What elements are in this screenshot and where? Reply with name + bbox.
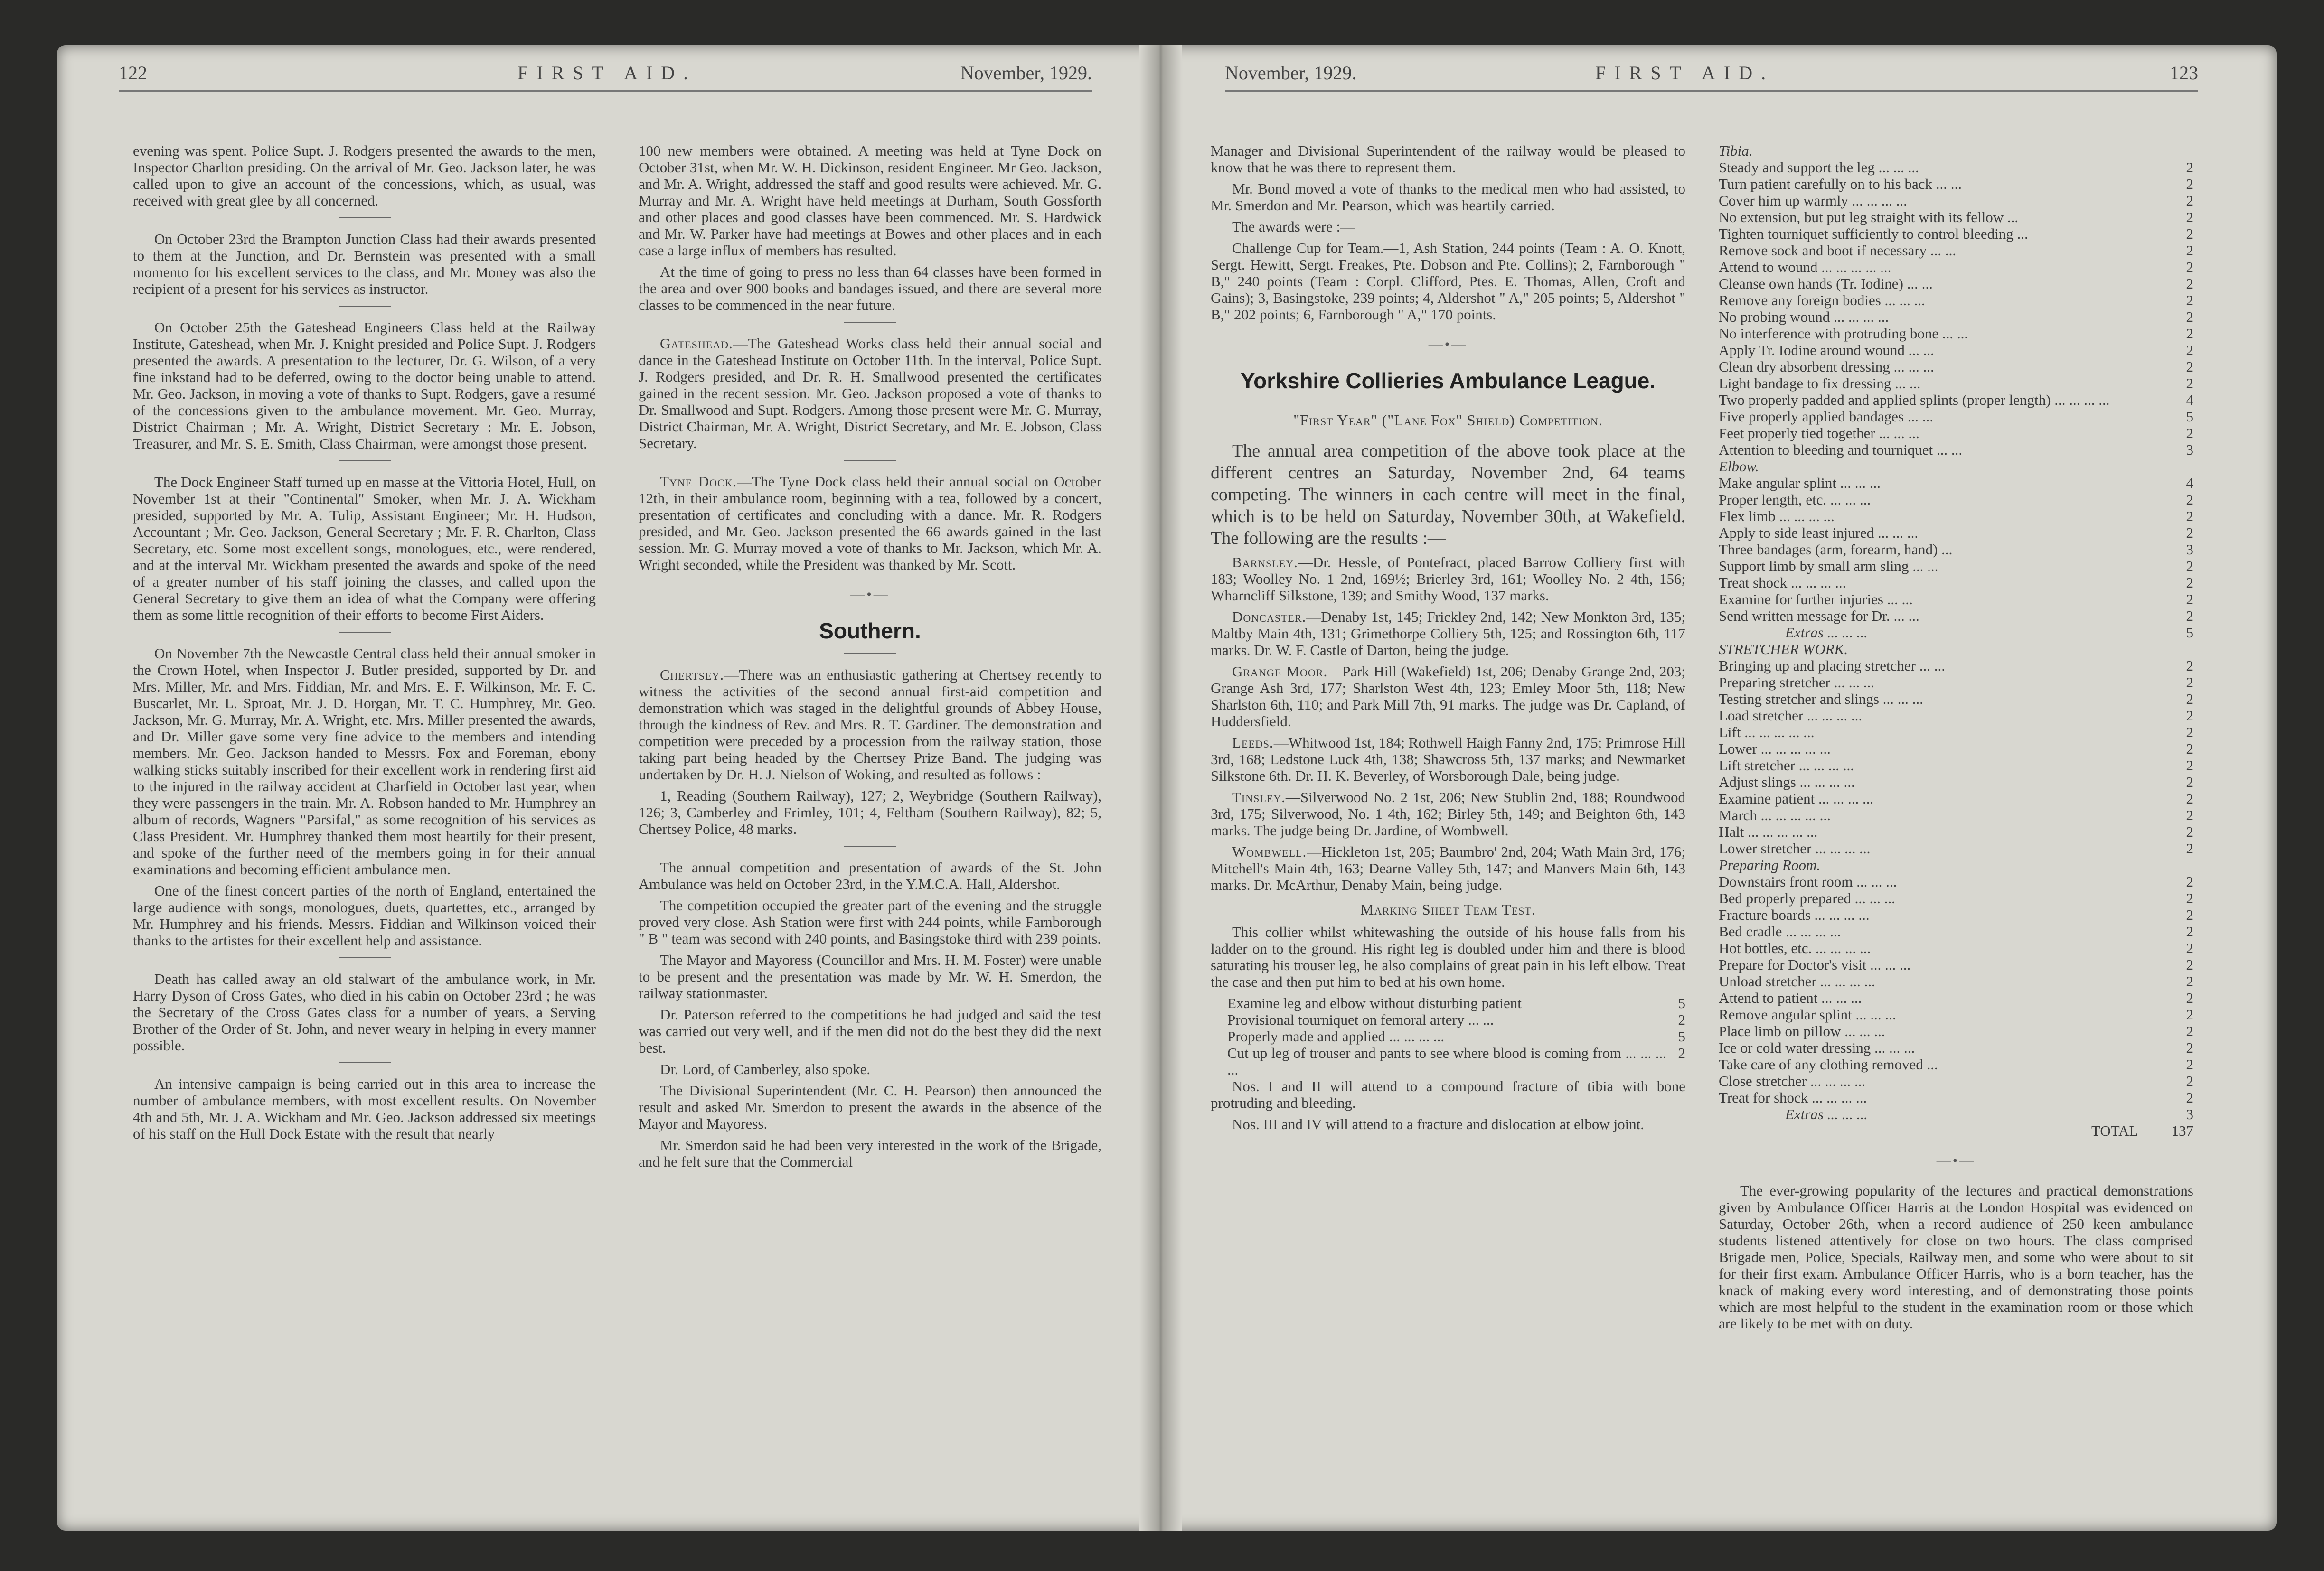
tibia-item — [1719, 159, 2193, 176]
tibia-item — [1719, 225, 2193, 242]
stretcher-item — [1719, 657, 2193, 674]
room-item-points: 2 — [2186, 990, 2193, 1006]
tibia-item-points: 5 — [2186, 408, 2193, 425]
room-item-points: 2 — [2186, 907, 2193, 923]
paragraph: The annual competition and presentation of awards of the St. John Ambulance was held on October 23rd, in the Y.M.C.A. Hall, Aldershot. — [639, 859, 1101, 892]
room-item-points: 2 — [2186, 873, 2193, 890]
tibia-item-points: 2 — [2186, 209, 2193, 225]
extras-label: Extras ... ... ... — [1785, 1106, 1868, 1122]
room-item — [1719, 1006, 2193, 1023]
tibia-item-points: 2 — [2186, 309, 2193, 325]
tynedock-lead: Tyne Dock. — [660, 473, 737, 490]
tibia-item — [1719, 392, 2193, 408]
tibia-item-points: 2 — [2186, 275, 2193, 292]
room-item-points: 2 — [2186, 1089, 2193, 1106]
tynedock-text: —The Tyne Dock class held their annual social on October 12th, in their ambulance room, beginning with a tea, followed by a concert, presentation of certificates and concluding with a dance. Mr. R. Rodgers presided, and Mr. Geo. Jackson presented the 66 awards gained in the last session. Mr. G. Murray moved a vote of thanks to Mr. Jackson, which Mr. A. Wright seconded, while the President was thanked by Mr. Scott. — [639, 473, 1101, 573]
tibia-list — [1719, 159, 2193, 458]
marking-item-label: Examine leg and elbow without disturbing patient — [1227, 995, 1522, 1011]
separator-rule — [339, 460, 391, 461]
stretcher-heading: STRETCHER WORK. — [1719, 641, 1848, 657]
chertsey-text: —There was an enthusiastic gathering at Chertsey recently to witness the activities of the second annual first-aid competition and demonstration which was staged in the delightful grounds of Abbey House, through the kindness of Rev. and Mrs. R. T. Gardiner. The demonstration and competition were preceded by a procession from the railway station, those taking part being headed by the Chertsey Prize Band. The judging was undertaken by Dr. H. J. Nielson of Woking, and resulted as follows :— — [639, 666, 1101, 783]
stretcher-item-points: 2 — [2186, 790, 2193, 807]
paragraph: evening was spent. Police Supt. J. Rodgers presented the awards to the men, Inspector Charlton presiding. On the arrival of Mr. Geo. Jackson later, he was called upon to give an account of the concessions, which, as usual, was received with great glee by all concerned. — [133, 142, 596, 209]
result-lead: Wombwell. — [1232, 843, 1307, 860]
marking-item-label: Properly made and applied ... ... ... ... — [1227, 1028, 1445, 1045]
tibia-item — [1719, 342, 2193, 358]
book-gutter — [1139, 45, 1182, 1531]
marking-note: Nos. I and II will attend to a compound fracture of tibia with bone protruding and bleeding. — [1211, 1078, 1685, 1111]
marking-list — [1211, 995, 1685, 1078]
stretcher-item-points: 2 — [2186, 757, 2193, 774]
result-text: —Denaby 1st, 145; Frickley 2nd, 142; New Monkton 3rd, 135; Maltby Main 4th, 131; Grimethorpe Colliery 5th, 125; and Rossington 6th, 117 marks. Dr. W. F. Castle of Darton, being the judge. — [1211, 608, 1685, 658]
tibia-item-points: 2 — [2186, 192, 2193, 209]
result-text: —Whitwood 1st, 184; Rothwell Haigh Fanny 2nd, 175; Primrose Hill 3rd, 168; Ledstone Luck 4th, 138; Shawcross 5th, 137 marks; and Newmarket Silkstone 6th. Dr. H. K. Beverley, of Worsborough Dale, being judge. — [1211, 734, 1685, 784]
tibia-item-label: Attend to wound ... ... ... ... ... — [1719, 259, 1891, 275]
stretcher-item — [1719, 724, 2193, 740]
room-item-label: Attend to patient ... ... ... — [1719, 990, 1862, 1006]
room-item-points: 2 — [2186, 940, 2193, 956]
stretcher-item — [1719, 757, 2193, 774]
marking-item — [1227, 1045, 1685, 1078]
paragraph: An intensive campaign is being carried out in this area to increase the number of ambulance members, with most excellent results. On November 4th and 5th, Mr. J. A. Wickham and Mr. Geo. Jackson addressed six meetings of his staff on the Hull Dock Estate with the result that nearly — [133, 1075, 596, 1142]
stretcher-item — [1719, 674, 2193, 691]
stretcher-item-points: 2 — [2186, 740, 2193, 757]
tibia-item-points: 2 — [2186, 259, 2193, 275]
elbow-item-points: 2 — [2186, 558, 2193, 574]
result-text: —Park Hill (Wakefield) 1st, 206; Denaby Grange 2nd, 203; Grange Ash 3rd, 177; Sharlston West 4th, 123; Emley Moor 5th, 118; New Sharlston 6th, 110; and Park Mill 7th, 91 marks. The judge was Dr. Capland, of Huddersfield. — [1211, 663, 1685, 729]
elbow-item — [1719, 475, 2193, 491]
tibia-item-points: 2 — [2186, 325, 2193, 342]
elbow-item-label: Apply to side least injured ... ... ... — [1719, 524, 1919, 541]
room-item-label: Place limb on pillow ... ... ... — [1719, 1023, 1885, 1039]
tibia-item-points: 2 — [2186, 225, 2193, 242]
result-paragraph — [1211, 608, 1685, 658]
elbow-item-points: 2 — [2186, 591, 2193, 608]
total-label: TOTAL — [2091, 1122, 2138, 1139]
stretcher-item-label: Lift ... ... ... ... ... — [1719, 724, 1815, 740]
marking-item — [1227, 1011, 1685, 1028]
room-item — [1719, 940, 2193, 956]
room-item-label: Ice or cold water dressing ... ... ... — [1719, 1039, 1915, 1056]
result-lead: Barnsley. — [1232, 554, 1298, 570]
left-journal-title: FIRST AID. — [517, 62, 697, 84]
stretcher-item-label: Lift stretcher ... ... ... ... — [1719, 757, 1854, 774]
stretcher-item-label: Adjust slings ... ... ... ... — [1719, 774, 1855, 790]
room-item-label: Bed cradle ... ... ... ... — [1719, 923, 1841, 940]
result-lead: Tinsley. — [1232, 789, 1286, 805]
tibia-item — [1719, 425, 2193, 441]
elbow-item-points: 3 — [2186, 541, 2193, 558]
marking-intro: This collier whilst whitewashing the outside of his house falls from his ladder on to the ground. His right leg is doubled under him and there is blood saturating his trouser leg, he also complains of great pain in his left elbow. Treat the case and then put him to bed at his own home. — [1211, 924, 1685, 990]
intro-paragraph: The annual area competition of the above took place at the different centres an Saturday, November 2nd, 64 teams competing. The winners in each centre will meet in the final, which is to be held on Saturday, November 30th, at Wakefield. The following are the results :— — [1211, 441, 1685, 548]
right-page-number: 123 — [2170, 62, 2198, 84]
elbow-item — [1719, 524, 2193, 541]
tibia-item — [1719, 209, 2193, 225]
tibia-item — [1719, 408, 2193, 425]
room-item-points: 2 — [2186, 1073, 2193, 1089]
paragraph: Manager and Divisional Superintendent of the railway would be pleased to know that he was there to represent them. — [1211, 142, 1685, 176]
room-list — [1719, 873, 2193, 1106]
stretcher-item-points: 2 — [2186, 807, 2193, 823]
separator-rule — [844, 653, 896, 654]
elbow-item-label: Make angular splint ... ... ... — [1719, 475, 1881, 491]
tibia-item — [1719, 325, 2193, 342]
elbow-item-points: 2 — [2186, 508, 2193, 524]
right-column-2 — [1719, 142, 2193, 1500]
tibia-item — [1719, 242, 2193, 259]
elbow-item — [1719, 591, 2193, 608]
result-paragraph — [1211, 734, 1685, 784]
paragraph: The Dock Engineer Staff turned up en masse at the Vittoria Hotel, Hull, on November 1st at their "Continental" Smoker, when Mr. J. A. Wickham presided, supported by Mr. A. Tulip, Assistant Engineer; Mr. H. Hudson, Accountant ; Mr. Geo. Jackson, General Secretary ; Mr. F. R. Charlton, Class Secretary, etc. Some most excellent songs, monologues, etc., were rendered, and at the interval Mr. Wickham presented the awards and spoke of the need of a greater number of his staff joining the classes, and called upon the General Secretary to give them an idea of what the Company were offering them as some little recognition of their efforts to become First Aiders. — [133, 474, 596, 623]
result-paragraph — [1211, 663, 1685, 729]
tibia-item-label: Clean dry absorbent dressing ... ... ... — [1719, 358, 1934, 375]
room-item-label: Fracture boards ... ... ... ... — [1719, 907, 1870, 923]
tibia-item-label: Cover him up warmly ... ... ... ... — [1719, 192, 1907, 209]
paragraph: Mr. Bond moved a vote of thanks to the medical men who had assisted, to Mr. Smerdon and Mr. Pearson, which was heartily carried. — [1211, 180, 1685, 214]
tibia-item — [1719, 375, 2193, 392]
total-row — [1719, 1122, 2193, 1139]
separator-rule — [339, 306, 391, 307]
paragraph: Mr. Smerdon said he had been very interested in the work of the Brigade, and he felt sure that the Commercial — [639, 1137, 1101, 1170]
marking-item — [1227, 995, 1685, 1011]
room-item — [1719, 907, 2193, 923]
stretcher-item-label: Testing stretcher and slings ... ... ... — [1719, 691, 1923, 707]
room-item-points: 2 — [2186, 956, 2193, 973]
tibia-item-label: Remove any foreign bodies ... ... ... — [1719, 292, 1925, 309]
result-lead: Leeds. — [1232, 734, 1274, 751]
result-paragraph — [1211, 554, 1685, 604]
stretcher-item — [1719, 790, 2193, 807]
tibia-item — [1719, 309, 2193, 325]
room-item-label: Hot bottles, etc. ... ... ... ... — [1719, 940, 1871, 956]
paragraph: One of the finest concert parties of the north of England, entertained the large audience with songs, monologues, duets, quartettes, etc., arranged by Mr. Humphrey and his friends. Messrs. Fiddian and Wilkinson voiced their thanks to the artistes for their excellent help and assistance. — [133, 882, 596, 949]
right-journal-title: FIRST AID. — [1595, 62, 1775, 84]
left-issue-date: November, 1929. — [960, 62, 1092, 84]
paragraph: On October 23rd the Brampton Junction Class had their awards presented to them at the Junction, and Dr. Bernstein was presented with a small momento for his excellent services to the class, and Mr. Money was also the recipient of a present for his services as instructor. — [133, 231, 596, 297]
paragraph: Challenge Cup for Team.—1, Ash Station, 244 points (Team : A. O. Knott, Sergt. Hewitt, Sergt. Freakes, Pte. Dobson and Pte. Collins); 2, Farnborough " B," 240 points (Team : Corpl. Clifford, Ptes. E. Thomas, Allen, Croft and Gains); 3, Basingstoke, 239 points; 4, Aldershot " A," 205 points; 5, Aldershot " B," 202 points; 6, Farnborough " A," 170 points. — [1211, 240, 1685, 323]
room-item-label: Treat for shock ... ... ... ... — [1719, 1089, 1867, 1106]
result-paragraph — [1211, 789, 1685, 839]
elbow-item-points: 2 — [2186, 524, 2193, 541]
room-item-points: 2 — [2186, 973, 2193, 990]
stretcher-item-label: Bringing up and placing stretcher ... ... — [1719, 657, 1945, 674]
room-item-label: Bed properly prepared ... ... ... — [1719, 890, 1895, 907]
stretcher-item-label: March ... ... ... ... ... — [1719, 807, 1831, 823]
stretcher-item-points: 2 — [2186, 823, 2193, 840]
room-item — [1719, 890, 2193, 907]
tibia-item-label: Five properly applied bandages ... ... — [1719, 408, 1933, 425]
tibia-item-label: Two properly padded and applied splints (proper length) ... ... ... ... — [1719, 392, 2110, 408]
chertsey-paragraph — [639, 666, 1101, 783]
stretcher-item-label: Load stretcher ... ... ... ... — [1719, 707, 1863, 724]
result-text: —Hickleton 1st, 205; Baumbro' 2nd, 204; Wath Main 3rd, 176; Mitchell's Main 4th, 163; Dearne Valley 5th, 147; and Manvers Main 6th, 143 marks. Dr. McArthur, Denaby Main, being judge. — [1211, 843, 1685, 893]
elbow-item — [1719, 508, 2193, 524]
tibia-item-points: 2 — [2186, 358, 2193, 375]
paragraph: On November 7th the Newcastle Central class held their annual smoker in the Crown Hotel, when Inspector J. Butler presided, supported by Dr. and Mrs. Miller, Mr. and Mrs. Fiddian, Mr. and Mrs. E. F. Wilkinson, Mr. F. C. Buscarlet, Mr. L. Sproat, Mr. J. D. Horgan, Mr. T. C. Humphrey, Mr. Geo. Jackson, Mr. G. Murray, Mr. A. Wright, etc. Mrs. Miller presented the awards, and Dr. Miller gave some very fine advice to the members and intending members. Mr. Geo. Jackson handed to Messrs. Fox and Foreman, ebony walking sticks suitably inscribed for their excellent work in rendering first aid to the injured in the railway accident at Charfield in October last year, when they were passengers in the train. Mr. A. Robson handed to Mr. Humphrey an album of records, Wagners "Parsifal," as some recognition of his services as Class President. Mr. Humphrey thanked them most heartily for their present, and spoke of the further need of the members going in for their annual examinations and becoming efficient ambulance men. — [133, 645, 596, 878]
tibia-item-points: 2 — [2186, 342, 2193, 358]
elbow-item — [1719, 541, 2193, 558]
separator-rule — [339, 217, 391, 218]
tibia-item-label: Apply Tr. Iodine around wound ... ... — [1719, 342, 1934, 358]
stretcher-item-points: 2 — [2186, 691, 2193, 707]
stretcher-item — [1719, 707, 2193, 724]
stretcher-item — [1719, 840, 2193, 857]
stretcher-item-points: 2 — [2186, 840, 2193, 857]
tibia-item-points: 2 — [2186, 425, 2193, 441]
elbow-item-label: Flex limb ... ... ... ... — [1719, 508, 1835, 524]
room-item — [1719, 973, 2193, 990]
elbow-item — [1719, 558, 2193, 574]
tibia-item-label: Feet properly tied together ... ... ... — [1719, 425, 1919, 441]
tibia-item — [1719, 275, 2193, 292]
elbow-heading: Elbow. — [1719, 458, 1759, 475]
stretcher-item-points: 2 — [2186, 724, 2193, 740]
stretcher-item — [1719, 807, 2193, 823]
elbow-list — [1719, 475, 2193, 624]
elbow-item-label: Treat shock ... ... ... ... — [1719, 574, 1846, 591]
marking-item — [1227, 1028, 1685, 1045]
tibia-item — [1719, 192, 2193, 209]
tibia-item-points: 2 — [2186, 375, 2193, 392]
stretcher-item-label: Lower ... ... ... ... ... — [1719, 740, 1831, 757]
paragraph: Dr. Paterson referred to the competitions he had judged and said the test was carried out very well, and if the men did not do the best they did the next best. — [639, 1006, 1101, 1056]
tibia-item-label: No extension, but put leg straight with its fellow ... — [1719, 209, 2019, 225]
room-item-points: 2 — [2186, 1039, 2193, 1056]
tibia-item-points: 2 — [2186, 176, 2193, 192]
extras-label: Extras ... ... ... — [1785, 624, 1868, 641]
stretcher-item-label: Examine patient ... ... ... ... — [1719, 790, 1874, 807]
paragraph: Death has called away an old stalwart of the ambulance work, in Mr. Harry Dyson of Cross Gates, who died in his cabin on October 23rd ; he was the Secretary of the Cross Gates class for a number of years, a Serving Brother of the Order of St. John, and never weary in helping in every manner possible. — [133, 971, 596, 1054]
room-item — [1719, 990, 2193, 1006]
tibia-item-points: 2 — [2186, 159, 2193, 176]
room-item-label: Unload stretcher ... ... ... ... — [1719, 973, 1875, 990]
tibia-item-label: Light bandage to fix dressing ... ... — [1719, 375, 1921, 392]
elbow-item — [1719, 491, 2193, 508]
tibia-item-label: Attention to bleeding and tourniquet ... ... — [1719, 441, 1963, 458]
tibia-heading: Tibia. — [1719, 142, 1753, 159]
room-item — [1719, 956, 2193, 973]
separator-rule — [844, 846, 896, 847]
gateshead-paragraph — [639, 335, 1101, 451]
marking-heading: Marking Sheet Team Test. — [1360, 901, 1536, 918]
section-ornament: —•— — [1428, 337, 1468, 352]
left-running-head — [119, 62, 1092, 92]
elbow-item-label: Examine for further injuries ... ... — [1719, 591, 1913, 608]
tibia-item — [1719, 292, 2193, 309]
stretcher-item-label: Halt ... ... ... ... ... — [1719, 823, 1818, 840]
marking-item-label: Provisional tourniquet on femoral artery ... ... — [1227, 1011, 1494, 1028]
paragraph: Dr. Lord, of Camberley, also spoke. — [660, 1061, 871, 1077]
stretcher-item-points: 2 — [2186, 657, 2193, 674]
room-item-label: Prepare for Doctor's visit ... ... ... — [1719, 956, 1911, 973]
room-item — [1719, 1073, 2193, 1089]
room-item-points: 2 — [2186, 890, 2193, 907]
paragraph: At the time of going to press no less than 64 classes have been formed in the area and over 900 books and bandages issued, and there are several more classes to be commenced in the near future. — [639, 263, 1101, 313]
room-item-label: Close stretcher ... ... ... ... — [1719, 1073, 1866, 1089]
paragraph: The competition occupied the greater part of the evening and the struggle proved very close. Ash Station were first with 244 points, while Farnborough " B " team was second with 240 points, and Basingstoke third with 239 points. — [639, 897, 1101, 947]
stretcher-list — [1719, 657, 2193, 857]
elbow-item-label: Three bandages (arm, forearm, hand) ... — [1719, 541, 1953, 558]
total-points: 137 — [2171, 1122, 2193, 1139]
tibia-item-points: 3 — [2186, 441, 2193, 458]
result-text: —Silverwood No. 2 1st, 206; New Stublin 2nd, 188; Roundwood 3rd, 175; Silverwood, No. 1 4th, 162; Birley 5th, 149; and Beighton 6th, 143 marks. The judge being Dr. Jardine, of Wombwell. — [1211, 789, 1685, 839]
paragraph: The awards were :— — [1232, 218, 1355, 235]
room-item-points: 2 — [2186, 1006, 2193, 1023]
room-item — [1719, 1056, 2193, 1073]
section-ornament: —•— — [1936, 1153, 1976, 1169]
extras-points: 3 — [2186, 1106, 2193, 1122]
tibia-item-label: No interference with protruding bone ... ... — [1719, 325, 1968, 342]
separator-rule — [339, 1062, 391, 1063]
tibia-item-label: No probing wound ... ... ... ... — [1719, 309, 1889, 325]
marking-note: Nos. III and IV will attend to a fracture and dislocation at elbow joint. — [1232, 1116, 1645, 1132]
extras-row — [1719, 624, 2193, 641]
separator-rule — [339, 632, 391, 633]
separator-rule — [844, 460, 896, 461]
stretcher-item-label: Preparing stretcher ... ... ... — [1719, 674, 1874, 691]
tibia-item-points: 2 — [2186, 242, 2193, 259]
tibia-item-label: Turn patient carefully on to his back ... ... — [1719, 176, 1962, 192]
left-column-1 — [133, 142, 596, 1500]
tibia-item-label: Cleanse own hands (Tr. Iodine) ... ... — [1719, 275, 1933, 292]
result-paragraph — [1211, 843, 1685, 893]
marking-item-points: 5 — [1678, 995, 1685, 1011]
stretcher-item-label: Lower stretcher ... ... ... ... — [1719, 840, 1871, 857]
southern-heading: Southern. — [819, 618, 921, 643]
elbow-item-points: 2 — [2186, 491, 2193, 508]
paragraph: The Mayor and Mayoress (Councillor and Mrs. H. M. Foster) were unable to be present and the presentation was made by Mr. W. H. Smerdon, the railway stationmaster. — [639, 952, 1101, 1001]
tibia-item — [1719, 358, 2193, 375]
left-page-number: 122 — [119, 62, 147, 84]
extras-points: 5 — [2186, 624, 2193, 641]
tibia-item — [1719, 176, 2193, 192]
stretcher-item-points: 2 — [2186, 774, 2193, 790]
room-item — [1719, 873, 2193, 890]
room-item-label: Remove angular splint ... ... ... — [1719, 1006, 1896, 1023]
yorkshire-heading: Yorkshire Collieries Ambulance League. — [1240, 368, 1656, 393]
tynedock-paragraph — [639, 473, 1101, 573]
elbow-item-points: 4 — [2186, 475, 2193, 491]
stretcher-item-points: 2 — [2186, 674, 2193, 691]
paragraph: 100 new members were obtained. A meeting was held at Tyne Dock on October 31st, when Mr. W. H. Dickinson, resident Engineer. Mr Geo. Jackson, and Mr. A. Wright, addressed the staff and good results were achieved. Mr. G. Murray and Mr. A. Wright have held meetings at Durham, South Gossforth and other places and good classes have been commenced. Mr. S. Hardwick and Mr. W. Parker have had meetings at Bowes and other places and in each case a large influx of members has resulted. — [639, 142, 1101, 259]
stretcher-item — [1719, 823, 2193, 840]
room-item — [1719, 1023, 2193, 1039]
elbow-item — [1719, 608, 2193, 624]
elbow-item-label: Send written message for Dr. ... ... — [1719, 608, 1919, 624]
marking-item-label: Cut up leg of trouser and pants to see where blood is coming from ... ... ... ... — [1227, 1045, 1666, 1078]
elbow-item — [1719, 574, 2193, 591]
room-item-points: 2 — [2186, 1023, 2193, 1039]
room-item — [1719, 923, 2193, 940]
elbow-item-label: Proper length, etc. ... ... ... — [1719, 491, 1871, 508]
separator-rule — [844, 322, 896, 323]
result-text: —Dr. Hessle, of Pontefract, placed Barrow Colliery first with 183; Woolley No. 1 2nd, 169½; Brierley 3rd, 161; Woolley No. 2 4th, 156; Wharncliff Silkstone, 139; and Smithy Wood, 137 marks. — [1211, 554, 1685, 604]
elbow-item-points: 2 — [2186, 574, 2193, 591]
stretcher-item — [1719, 740, 2193, 757]
stretcher-item — [1719, 691, 2193, 707]
paragraph: On October 25th the Gateshead Engineers Class held at the Railway Institute, Gateshead, when Mr. J. Knight presided and Police Supt. J. Rodgers presented the awards. A presentation to the lecturer, Dr. G. Wilson, of a very fine inkstand had to be deferred, owing to the doctor being unable to attend. Mr. Geo. Jackson, in moving a vote of thanks to Supt. Rodgers, gave a resumé of the concessions given to the ambulance movement. Mr. Geo. Murray, District Chairman ; Mr. A. Wright, District Secretary : Mr. E. Jobson, Treasurer, and Mr. S. E. Smith, Class Chairman, were amongst those present. — [133, 319, 596, 452]
marking-item-points: 2 — [1678, 1045, 1685, 1061]
paragraph: The Divisional Superintendent (Mr. C. H. Pearson) then announced the result and asked Mr. Smerdon to present the awards in the absence of the Mayor and Mayoress. — [639, 1082, 1101, 1132]
closing-paragraph: The ever-growing popularity of the lectures and practical demonstrations given by Ambulance Officer Harris at the London Hospital was evidenced on Saturday, October 26th, when a record audience of 250 keen ambulance students listened attentively for close on two hours. The class comprised Brigade men, Police, Specials, Railway men, and some who were about to sit for their first exam. Ambulance Officer Harris, who is a born teacher, has the knack of making every word interesting, and of demonstrating those points which are most helpful to the student in the examination room or those which are likely to be met with on duty. — [1719, 1182, 2193, 1332]
result-lead: Doncaster. — [1232, 608, 1307, 625]
tibia-item — [1719, 259, 2193, 275]
tibia-item-label: Tighten tourniquet sufficiently to control bleeding ... — [1719, 225, 2028, 242]
left-column-2 — [639, 142, 1101, 1500]
room-item — [1719, 1089, 2193, 1106]
room-item-points: 2 — [2186, 1056, 2193, 1073]
gateshead-text: —The Gateshead Works class held their annual social and dance in the Gateshead Institute on October 11th. In the interval, Police Supt. J. Rodgers presided, and Dr. R. H. Smallwood presented the certificates gained in the recent session. Mr. Geo. Jackson proposed a vote of thanks to Dr. Smallwood and Supt. Rodgers. Among those present were Mr. G. Murray, District Chairman, Mr. A. Wright, District Secretary, and Mr. E. Jobson, Class Secretary. — [639, 335, 1101, 451]
right-running-head — [1225, 62, 2198, 92]
tibia-item-points: 4 — [2186, 392, 2193, 408]
extras-row — [1719, 1106, 2193, 1122]
result-lead: Grange Moor. — [1232, 663, 1328, 680]
separator-rule — [339, 957, 391, 958]
room-item — [1719, 1039, 2193, 1056]
gateshead-lead: Gateshead. — [660, 335, 733, 352]
room-heading: Preparing Room. — [1719, 857, 1821, 873]
chertsey-results: 1, Reading (Southern Railway), 127; 2, Weybridge (Southern Railway), 126; 3, Camberley and Frimley, 101; 4, Feltham (Southern Railway), 82; 5, Chertsey Police, 48 marks. — [639, 787, 1101, 837]
right-issue-date: November, 1929. — [1225, 62, 1357, 84]
stretcher-item-points: 2 — [2186, 707, 2193, 724]
right-column-1 — [1211, 142, 1685, 1500]
marking-item-points: 5 — [1678, 1028, 1685, 1045]
room-item-label: Downstairs front room ... ... ... — [1719, 873, 1897, 890]
tibia-item-points: 2 — [2186, 292, 2193, 309]
elbow-item-points: 2 — [2186, 608, 2193, 624]
tibia-item-label: Steady and support the leg ... ... ... — [1719, 159, 1919, 176]
room-item-points: 2 — [2186, 923, 2193, 940]
competition-heading: "First Year" ("Lane Fox" Shield) Competition. — [1293, 411, 1603, 429]
marking-item-points: 2 — [1678, 1011, 1685, 1028]
results-list — [1211, 554, 1685, 893]
room-item-label: Take care of any clothing removed ... — [1719, 1056, 1938, 1073]
tibia-item — [1719, 441, 2193, 458]
tibia-item-label: Remove sock and boot if necessary ... ... — [1719, 242, 1957, 259]
section-ornament: —•— — [850, 587, 890, 602]
elbow-item-label: Support limb by small arm sling ... ... — [1719, 558, 1938, 574]
chertsey-lead: Chertsey. — [660, 666, 724, 683]
stretcher-item — [1719, 774, 2193, 790]
